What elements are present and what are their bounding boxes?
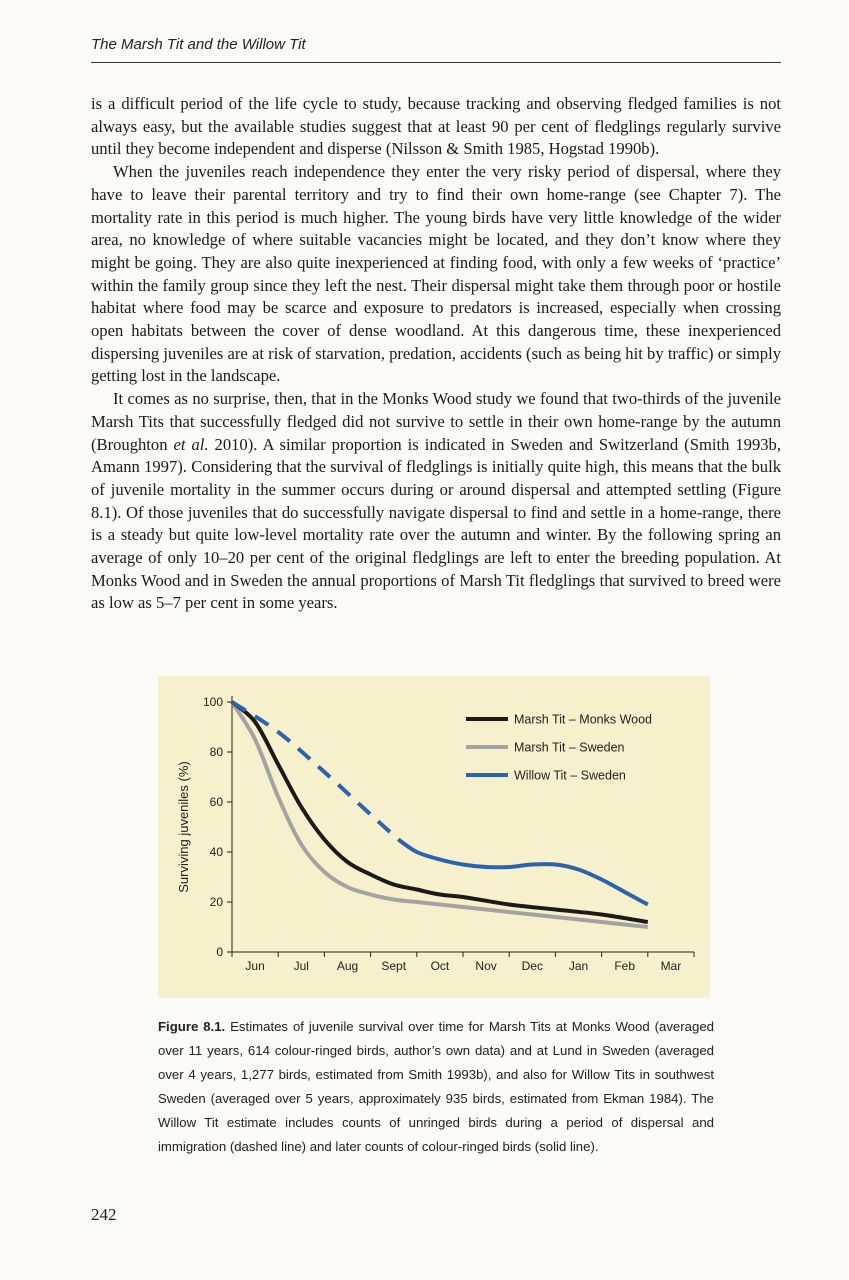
paragraph-2: When the juveniles reach independence they enter the very risky period of dispersal, where they have to leave their parental territory and try to find their own home-range (see Chapter 7). The mortality rate in this period is much higher. The young birds have very little knowledge of the wider area, no knowledge of where suitable vacancies might be located, and they don’t know where they might be going. They are also quite inexperienced at finding food, with only a few weeks of ‘practice’ within the family group since they left the nest. Their dispersal might take them through poor or hostile habitat where food may be scarce and exposure to predators is increased, especially when crossing open habitats between the cover of dense woodland. At this dangerous time, these inexperienced dispersing juveniles are at risk of starvation, predation, accidents (such as being hit by traffic) or simply getting lost in the landscape. [91, 162, 781, 386]
y-axis-title: Surviving juveniles (%) [176, 761, 191, 893]
figure-label: Figure 8.1. [158, 1019, 226, 1034]
x-tick-label: Aug [336, 959, 359, 973]
y-tick-label: 60 [209, 795, 223, 809]
figure-panel [158, 676, 710, 998]
legend-label-1: Marsh Tit – Monks Wood [514, 712, 653, 727]
y-tick-label: 40 [209, 845, 223, 859]
x-tick-label: Jan [568, 959, 589, 973]
series-line-1-solid [232, 702, 648, 922]
page-number: 242 [91, 1205, 117, 1224]
paragraph-3-text-a: It comes as no surprise, then, that in the Monks Wood study we found that two-thirds of the juvenile Marsh Tits that successfully fledged did not survive to settle in their own home-range by the autumn (Broughton [91, 389, 781, 454]
y-tick-label: 80 [209, 745, 223, 759]
survival-chart [158, 676, 710, 998]
paragraph-3-italic: et al. [173, 434, 209, 454]
running-head: The Marsh Tit and the Willow Tit [91, 36, 306, 53]
y-tick-label: 0 [216, 945, 223, 959]
x-tick-label: Dec [521, 959, 543, 973]
x-tick-label: Nov [475, 959, 497, 973]
x-tick-label: Sept [381, 959, 407, 973]
legend-label-3: Willow Tit – Sweden [514, 768, 626, 783]
x-tick-label: Feb [614, 959, 636, 973]
x-tick-label: Mar [660, 959, 682, 973]
paragraph-3 [91, 388, 781, 615]
body-text [91, 93, 781, 615]
header-rule [91, 62, 781, 63]
y-tick-label: 100 [202, 695, 223, 709]
paragraph-1: is a difficult period of the life cycle to study, because tracking and observing fledged families is not always easy, but the available studies suggest that at least 90 per cent of fledglings regularly survive until they become independent and disperse (Nilsson & Smith 1985, Hogstad 1990b). [91, 94, 781, 159]
x-tick-label: Oct [430, 959, 450, 973]
legend-layer [466, 713, 652, 783]
legend-label-2: Marsh Tit – Sweden [514, 740, 625, 755]
x-tick-label: Jun [245, 959, 265, 973]
series-layer [232, 702, 648, 927]
x-tick-label: Jul [293, 959, 309, 973]
figure-caption [158, 1015, 714, 1159]
y-tick-label: 20 [209, 895, 223, 909]
figure-caption-text: Estimates of juvenile survival over time for Marsh Tits at Monks Wood (averaged over 11 years, 614 colour-ringed birds, author’s own data) and at Lund in Sweden (averaged over 4 years, 1,277 birds, estimated from Smith 1993b), and also for Willow Tits in southwest Sweden (averaged over 5 years, approximately 935 birds, estimated from Ekman 1984). The Willow Tit estimate includes counts of unringed birds during a period of dispersal and immigration (dashed line) and later counts of colour-ringed birds (solid line). [158, 1019, 714, 1154]
paragraph-3-text-b: 2010). A similar proportion is indicated in Sweden and Switzerland (Smith 1993b, Amann 1997). Considering that the survival of fledglings is initially quite high, this means that the bulk of juvenile mortality in the summer occurs during or around dispersal and attempted settling (Figure 8.1). Of those juveniles that do successfully navigate dispersal to find and settle in a home-range, there is a steady but quite low-level mortality rate over the autumn and winter. By the following spring an average of only 10–20 per cent of the original fledglings are left to enter the breeding population. At Monks Wood and in Sweden the annual proportions of Marsh Tit fledglings that survived to breed were as low as 5–7 per cent in some years. [91, 434, 781, 613]
